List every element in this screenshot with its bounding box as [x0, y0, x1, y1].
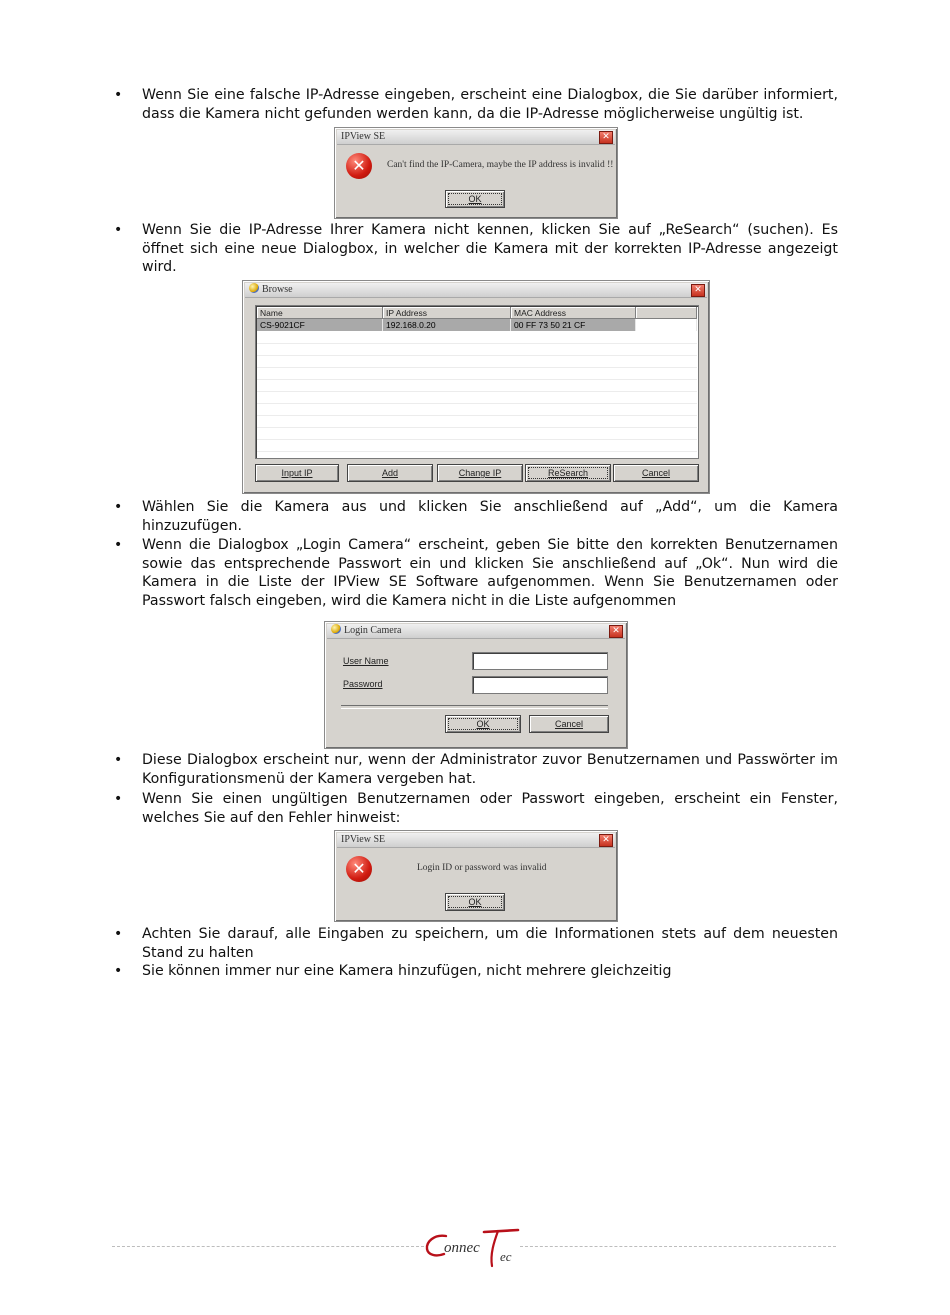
- bullet-invalid-login: • Wenn Sie einen ungültigen Benutzernamen oder Passwort eingeben, erscheint ein Fenster, welches Sie auf den Fehler hinweist:: [142, 790, 838, 827]
- bullet-research: • Wenn Sie die IP-Adresse Ihrer Kamera nicht kennen, klicken Sie auf „ReSearch“ (suchen). Es öffnet sich eine neue Dialogbox, in welcher die Kamera mit der korrekten IP-Adresse angezeigt wird.: [142, 221, 838, 277]
- error-icon: ✕: [346, 856, 372, 882]
- grid-line: [257, 391, 697, 392]
- dialog-titlebar: [245, 283, 707, 298]
- footer-divider: [112, 1246, 424, 1247]
- dialog-title: Browse: [262, 284, 293, 295]
- connectec-logo: [424, 1228, 524, 1272]
- dialog-invalid-login: [334, 830, 618, 922]
- cancel-button[interactable]: Cancel: [613, 464, 699, 482]
- logo-text-2: ec: [500, 1249, 512, 1264]
- close-icon[interactable]: ✕: [609, 625, 623, 638]
- cell-name: CS-9021CF: [257, 319, 383, 331]
- bullet-add-camera: • Wählen Sie die Kamera aus und klicken Sie anschließend auf „Add“, um die Kamera hinzuzufügen.: [142, 498, 838, 535]
- dialog-message: Can't find the IP-Camera, maybe the IP address is invalid !!: [387, 160, 614, 170]
- close-icon[interactable]: ✕: [599, 834, 613, 847]
- cell-mac: 00 FF 73 50 21 CF: [511, 319, 636, 331]
- grid-line: [257, 427, 697, 428]
- grid-line: [257, 439, 697, 440]
- column-header-name[interactable]: Name: [257, 307, 383, 319]
- app-icon: [331, 624, 341, 634]
- dialog-message: Login ID or password was invalid: [417, 863, 547, 873]
- camera-list[interactable]: [255, 305, 699, 459]
- close-icon[interactable]: ✕: [599, 131, 613, 144]
- bullet-login-camera: • Wenn die Dialogbox „Login Camera“ erscheint, geben Sie bitte den korrekten Benutzernamen sowie das entsprechende Passwort ein und klicken Sie anschließend auf „Ok“. Nun wird die Kamera in die Liste der IPView SE Software aufgenommen. Wenn Sie Benutzernamen oder Passwort falsch eingeben, wird die Kamera nicht in die Liste aufgenommen: [142, 536, 838, 610]
- grid-line: [257, 451, 697, 452]
- bullet-save-note: • Achten Sie darauf, alle Eingaben zu speichern, um die Informationen stets auf dem neuesten Stand zu halten: [142, 925, 838, 962]
- cancel-button[interactable]: Cancel: [529, 715, 609, 733]
- dialog-title: IPView SE: [341, 131, 386, 142]
- cell-ip: 192.168.0.20: [383, 319, 511, 331]
- add-button[interactable]: Add: [347, 464, 433, 482]
- column-header-empty: [636, 307, 697, 319]
- column-header-mac[interactable]: MAC Address: [511, 307, 636, 319]
- logo-text-1: onnec: [444, 1240, 480, 1256]
- password-label: Password: [343, 679, 383, 689]
- bullet-invalid-ip: • Wenn Sie eine falsche IP-Adresse eingeben, erscheint eine Dialogbox, die Sie darüber informiert, dass die Kamera nicht gefunden werden kann, da die IP-Adresse möglicherweise ungültig ist.: [142, 86, 838, 123]
- dialog-titlebar: [337, 130, 615, 145]
- separator: [341, 705, 608, 709]
- camera-list-header: [257, 307, 697, 319]
- grid-line: [257, 403, 697, 404]
- dialog-login-camera: [324, 621, 628, 749]
- close-icon[interactable]: ✕: [691, 284, 705, 297]
- dialog-titlebar: [337, 833, 615, 848]
- dialog-browse: [242, 280, 710, 494]
- cell-empty: [636, 319, 697, 331]
- bullet-single-camera: • Sie können immer nur eine Kamera hinzufügen, nicht mehrere gleichzeitig: [142, 962, 838, 981]
- app-icon: [249, 283, 259, 293]
- grid-line: [257, 379, 697, 380]
- column-header-ip[interactable]: IP Address: [383, 307, 511, 319]
- bullet-admin-note: • Diese Dialogbox erscheint nur, wenn der Administrator zuvor Benutzernamen und Passwörter im Konfigurationsmenü der Kamera vergeben hat.: [142, 751, 838, 788]
- research-button[interactable]: ReSearch: [525, 464, 611, 482]
- ok-button[interactable]: OK: [445, 893, 505, 911]
- dialog-titlebar: [327, 624, 625, 639]
- user-name-input[interactable]: [472, 652, 608, 670]
- dialog-title: IPView SE: [341, 834, 386, 845]
- input-ip-button[interactable]: Input IP: [255, 464, 339, 482]
- table-row[interactable]: [257, 319, 697, 331]
- grid-line: [257, 415, 697, 416]
- user-name-label: User Name: [343, 656, 389, 666]
- ok-button[interactable]: OK: [445, 190, 505, 208]
- footer-divider: [520, 1246, 836, 1247]
- dialog-title: Login Camera: [344, 625, 402, 636]
- ok-button[interactable]: OK: [445, 715, 521, 733]
- error-icon: ✕: [346, 153, 372, 179]
- dialog-invalid-ip: [334, 127, 618, 219]
- password-input[interactable]: [472, 676, 608, 694]
- grid-line: [257, 343, 697, 344]
- change-ip-button[interactable]: Change IP: [437, 464, 523, 482]
- grid-line: [257, 355, 697, 356]
- grid-line: [257, 367, 697, 368]
